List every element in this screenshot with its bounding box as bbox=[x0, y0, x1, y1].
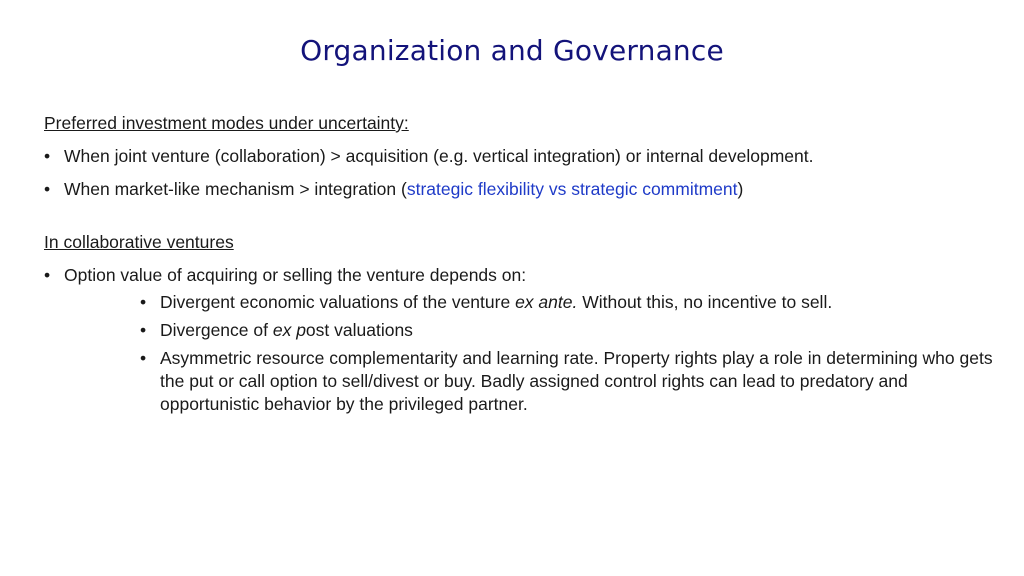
sub-bullet-text: Asymmetric resource complementarity and learning rate. Property rights play a role in determining who gets the put or call option to sell/divest or buy. Badly assigned control rights can lead to predatory and opportunistic behavior by the privileged partner. bbox=[160, 348, 993, 414]
sub-bullet-text-post: Without this, no incentive to sell. bbox=[577, 292, 833, 312]
sub-bullet-text-post: ost valuations bbox=[305, 320, 413, 340]
section-heading-investment-modes: Preferred investment modes under uncertainty: bbox=[44, 113, 409, 133]
bullet-text: When joint venture (collaboration) > acquisition (e.g. vertical integration) or internal development. bbox=[64, 146, 814, 166]
bullet-icon: • bbox=[140, 320, 147, 340]
sub-bullet-text-pre: Divergence of bbox=[160, 320, 273, 340]
bullet-icon: • bbox=[140, 348, 147, 368]
section-spacer bbox=[44, 201, 1004, 231]
sub-bullet-text-pre: Divergent economic valuations of the venture bbox=[160, 292, 516, 312]
bullet-icon: • bbox=[44, 179, 51, 199]
bullet-icon: • bbox=[44, 146, 51, 166]
italic-term: ex p bbox=[272, 320, 306, 340]
highlighted-phrase: strategic flexibility vs strategic commitment bbox=[406, 179, 738, 199]
slide-content bbox=[44, 112, 1004, 416]
option-value-factors-list bbox=[64, 291, 1004, 416]
list-item bbox=[44, 264, 1004, 416]
investment-modes-list bbox=[44, 145, 1004, 201]
bullet-text-post: ) bbox=[737, 179, 744, 199]
sub-list-item bbox=[140, 347, 1004, 416]
bullet-text-pre: When market-like mechanism > integration ( bbox=[64, 179, 407, 199]
slide-title: Organization and Governance bbox=[300, 34, 724, 67]
bullet-text: Option value of acquiring or selling the venture depends on: bbox=[64, 265, 527, 285]
list-item bbox=[44, 145, 1004, 168]
list-item bbox=[44, 178, 1004, 201]
sub-list-item bbox=[140, 319, 1004, 342]
sub-list-item bbox=[140, 291, 1004, 314]
italic-term: ex ante. bbox=[515, 292, 578, 312]
bullet-icon: • bbox=[140, 292, 147, 312]
section-heading-collaborative-ventures: In collaborative ventures bbox=[44, 232, 234, 252]
collaborative-ventures-list bbox=[44, 264, 1004, 416]
bullet-icon: • bbox=[44, 265, 51, 285]
